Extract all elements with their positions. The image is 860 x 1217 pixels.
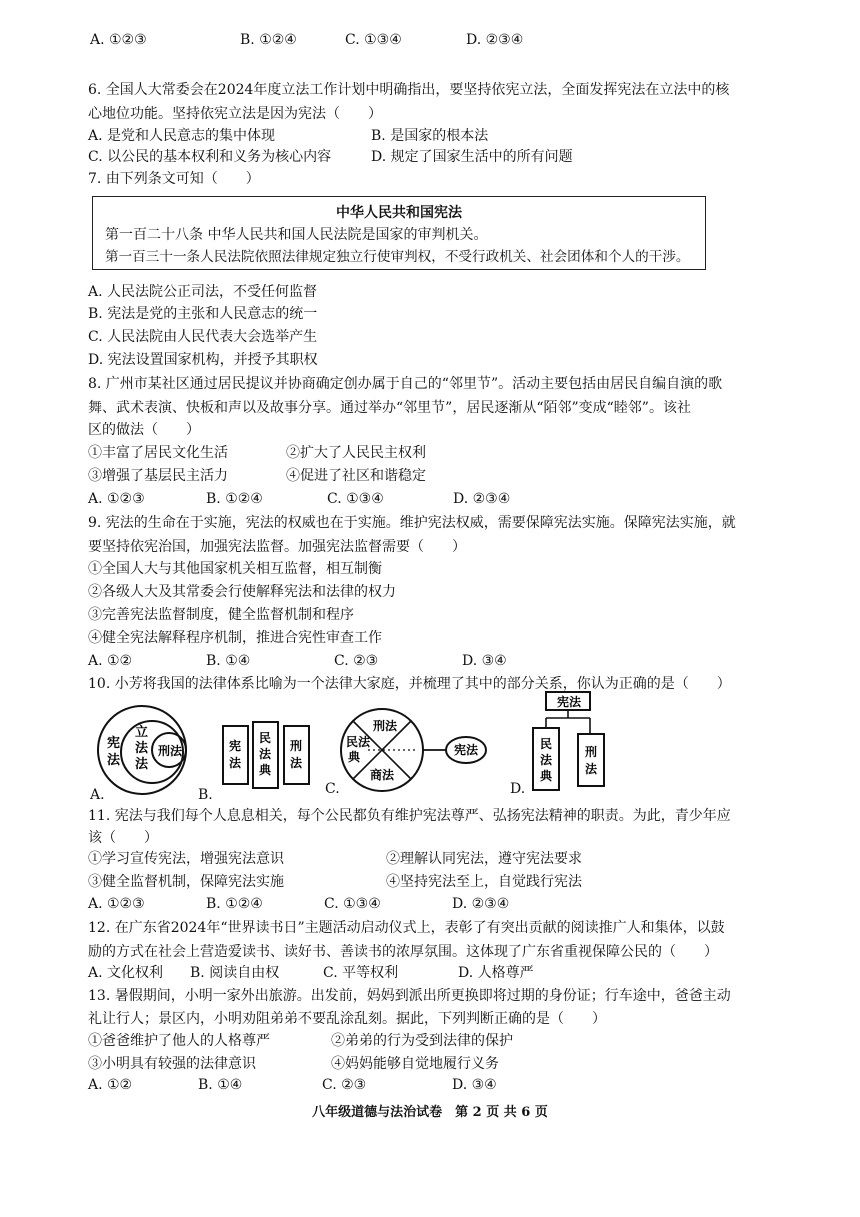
q6-stem-line1: 6. 全国人大常委会在2024年度立法工作计划中明确指出，要坚持依宪立法，全面发挥宪法在立法中的核 [88, 82, 730, 98]
q6-option-a: A. 是党和人民意志的集中体现 [88, 128, 276, 144]
q8-option-c: C. ①③④ [327, 491, 384, 507]
q7-stem: 7. 由下列条文可知（ ） [88, 171, 260, 187]
label-xianfa-b: 宪法 [229, 739, 242, 770]
q13-option-c: C. ②③ [322, 1077, 367, 1093]
q7-option-a: A. 人民法院公正司法，不受任何监督 [88, 284, 318, 300]
q9-option-d: D. ③④ [462, 653, 507, 669]
q10-option-d-label: D. [510, 781, 526, 797]
label-xingfa-c: 刑法 [373, 719, 398, 733]
q8-option-b: B. ①②④ [206, 491, 263, 507]
q8-statement-4: ④促进了社区和谐稳定 [286, 468, 426, 484]
q10-stem: 10. 小芳将我国的法律体系比喻为一个法律大家庭，并梳理了其中的部分关系，你认为正确的是（ ） [88, 676, 731, 692]
q11-options [88, 894, 708, 914]
q13-option-a: A. ①② [88, 1077, 133, 1093]
q13-option-b: B. ①④ [198, 1077, 243, 1093]
page-footer: 八年级道德与法治试卷 第 2 页 共 6 页 [312, 1105, 548, 1120]
q12-option-b: B. 阅读自由权 [190, 965, 280, 981]
q6-option-b: B. 是国家的根本法 [371, 128, 489, 144]
label-xianfa-d: 宪法 [557, 695, 582, 709]
q11-statement-1: ①学习宣传宪法，增强宪法意识 [88, 851, 284, 867]
q11-option-a: A. ①②③ [88, 896, 145, 912]
q12-stem-line1: 12. 在广东省2024年“世界读书日”主题活动启动仪式上，表彰了有突出贡献的阅读推广人和集体，以鼓 [88, 920, 725, 936]
q11-option-b: B. ①②④ [206, 896, 263, 912]
q10-diagram-a [90, 703, 200, 798]
q11-statement-3: ③健全监督机制，保障宪法实施 [88, 874, 284, 890]
q12-option-a: A. 文化权利 [88, 965, 164, 981]
q8-option-a: A. ①②③ [88, 491, 145, 507]
q5-option-c: C. ①③④ [345, 32, 402, 48]
constitution-excerpt-box [92, 196, 706, 270]
q13-statement-1: ①爸爸维护了他人的人格尊严 [88, 1033, 270, 1049]
q13-stem-line2: 礼让行人；景区内，小明劝阻弟弟不要乱涂乱刻。据此，下列判断正确的是（ ） [88, 1011, 606, 1027]
q13-statement-3: ③小明具有较强的法律意识 [88, 1056, 256, 1072]
q11-stem-line2: 该（ ） [88, 830, 158, 846]
q8-option-d: D. ②③④ [453, 491, 511, 507]
excerpt-title: 中华人民共和国宪法 [336, 205, 462, 221]
article-128: 第一百二十八条 中华人民共和国人民法院是国家的审判机关。 [105, 227, 488, 243]
char-li: 立 [135, 725, 149, 740]
q9-statement-1: ①全国人大与其他国家机关相互监督，相互制衡 [88, 561, 382, 577]
q9-stem-line1: 9. 宪法的生命在于实施，宪法的权威也在于实施。维护宪法权威，需要保障宪法实施。保障宪法实施，就 [88, 515, 736, 531]
q6-stem-line2: 心地位功能。坚持依宪立法是因为宪法（ ） [88, 106, 382, 122]
q11-stem-line1: 11. 宪法与我们每个人息息相关，每个公民都负有维护宪法尊严、弘扬宪法精神的职责。为此，青少年应 [88, 808, 731, 824]
q11-option-c: C. ①③④ [324, 896, 381, 912]
label-lifafa-a [135, 724, 153, 772]
q11-statement-4: ④坚持宪法至上，自觉践行宪法 [386, 874, 582, 890]
q5-option-b: B. ①②④ [240, 32, 297, 48]
q9-statement-2: ②各级人大及其常委会行使解释宪法和法律的权力 [88, 584, 396, 600]
q7-option-b: B. 宪法是党的主张和人民意志的统一 [88, 306, 318, 322]
label-minfadian-b: 民法典 [259, 731, 272, 777]
q8-stem-line3: 区的做法（ ） [88, 422, 200, 438]
label-minfadian-d: 民法典 [540, 737, 553, 783]
q13-option-d: D. ③④ [452, 1077, 497, 1093]
q10-option-a-label: A. [90, 787, 105, 803]
q10-diagram-c [338, 706, 498, 796]
q8-stem-line2: 舞、武术表演、快板和声以及故事分享。通过举办“邻里节”，居民逐渐从“陌邻”变成“睦邻”。该社 [88, 400, 691, 416]
label-xingfa-b: 刑法 [290, 739, 303, 770]
q11-statement-2: ②理解认同宪法，遵守宪法要求 [386, 851, 582, 867]
q9-stem-line2: 要坚持依宪治国，加强宪法监督。加强宪法监督需要（ ） [88, 539, 466, 555]
box-xingfa [284, 726, 309, 784]
q8-options [88, 489, 708, 509]
label-xianfa-c: 宪法 [454, 743, 479, 757]
q13-statement-4: ④妈妈能够自觉地履行义务 [331, 1056, 499, 1072]
q7-option-c: C. 人民法院由人民代表大会选举产生 [88, 329, 318, 345]
q8-statement-3: ③增强了基层民主活力 [88, 468, 228, 484]
q9-option-b: B. ①④ [206, 653, 251, 669]
q5-option-a: A. ①②③ [90, 32, 147, 48]
q12-option-c: C. 平等权利 [323, 965, 399, 981]
q9-statement-4: ④健全宪法解释程序机制，推进合宪性审查工作 [88, 630, 382, 646]
q6-option-c: C. 以公民的基本权利和义务为核心内容 [88, 149, 332, 165]
q8-statement-1: ①丰富了居民文化生活 [88, 445, 228, 461]
q8-statement-2: ②扩大了人民民主权利 [286, 445, 426, 461]
q7-option-d: D. 宪法设置国家机构，并授予其职权 [88, 352, 318, 368]
q12-options [88, 963, 708, 983]
q10-option-b-label: B. [198, 787, 213, 803]
char-fa: 法 [107, 753, 121, 768]
q13-options [88, 1075, 708, 1095]
q9-option-c: C. ②③ [334, 653, 379, 669]
q13-stem-line1: 13. 暑假期间，小明一家外出旅游。出发前，妈妈到派出所更换即将过期的身份证；行车途中，爸爸主动 [88, 988, 731, 1004]
char-fa2: 法 [135, 741, 149, 756]
label-xingfa-d: 刑法 [585, 745, 598, 776]
q6-option-d: D. 规定了国家生活中的所有问题 [371, 149, 573, 165]
box-xingfa-d [578, 734, 604, 786]
label-xingfa-a: 刑法 [158, 744, 183, 758]
label-shangfa-c: 商法 [370, 768, 395, 782]
article-131: 第一百三十一条人民法院依照法律规定独立行使审判权，不受行政机关、社会团体和个人的干涉。 [105, 249, 690, 265]
q9-option-a: A. ①② [88, 653, 133, 669]
box-xianfa [223, 726, 248, 784]
q5-options [90, 30, 710, 50]
q12-stem-line2: 励的方式在社会上营造爱读书、读好书、善读书的浓厚氛围。这体现了广东省重视保障公民的（ ） [88, 944, 718, 960]
q5-option-d: D. ②③④ [466, 32, 524, 48]
q12-option-d: D. 人格尊严 [458, 965, 534, 981]
label-minfadian-c: 民法典 [346, 735, 371, 764]
q9-statement-3: ③完善宪法监督制度，健全监督机制和程序 [88, 607, 354, 623]
q10-diagram-d [520, 690, 620, 798]
char-xian: 宪 [107, 736, 121, 751]
q11-option-d: D. ②③④ [452, 896, 510, 912]
char-fa3: 法 [135, 757, 149, 772]
q10-option-c-label: C. [325, 781, 340, 797]
q13-statement-2: ②弟弟的行为受到法律的保护 [331, 1033, 513, 1049]
q10-diagram-b [195, 718, 320, 793]
q9-options [88, 651, 708, 671]
q8-stem-line1: 8. 广州市某社区通过居民提议并协商确定创办属于自己的“邻里节”。活动主要包括由居民自编自演的歌 [88, 376, 723, 392]
